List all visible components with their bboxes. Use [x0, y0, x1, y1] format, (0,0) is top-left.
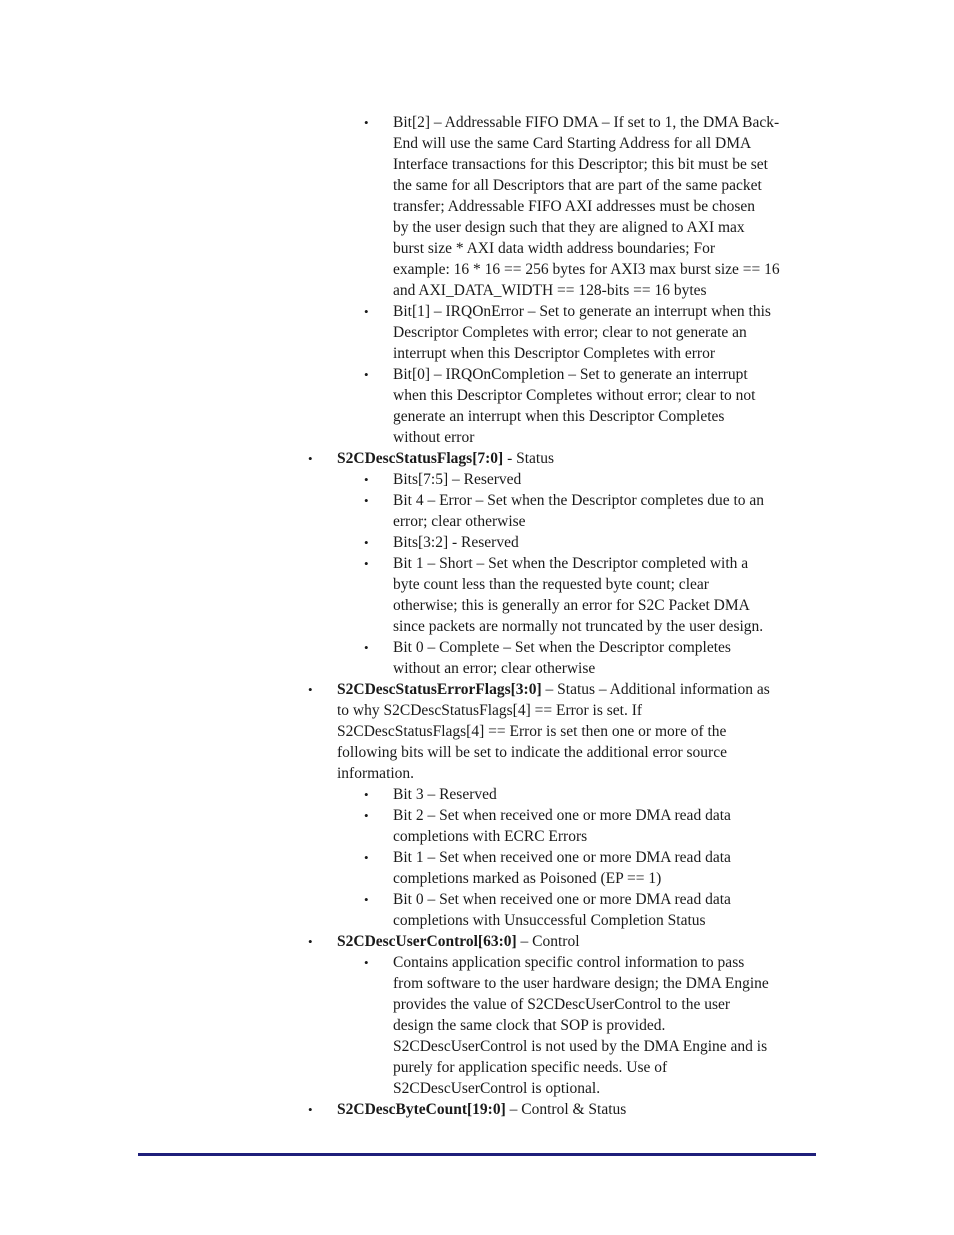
field-description-line: following bits will be set to indicate the additional error source: [337, 744, 727, 761]
sub-item-line: Bit[2] – Addressable FIFO DMA – If set to 1, the DMA Back-: [393, 114, 780, 131]
sub-item-line: completions marked as Poisoned (EP == 1): [393, 870, 662, 887]
sub-item-line: End will use the same Card Starting Address for all DMA: [393, 135, 752, 152]
sub-bullet-marker: •: [364, 640, 369, 655]
sub-item-line: Interface transactions for this Descriptor; this bit must be set: [393, 156, 768, 173]
sub-item-line: byte count less than the requested byte count; clear: [393, 576, 709, 593]
field-description-line: to why S2CDescStatusFlags[4] == Error is set. If: [337, 702, 643, 719]
sub-item-line: Bit 0 – Set when received one or more DMA read data: [393, 891, 731, 908]
sub-item-line: without an error; clear otherwise: [393, 660, 596, 677]
field-summary: - Status: [503, 450, 554, 467]
sub-item-line: when this Descriptor Completes without error; clear to not: [393, 387, 756, 404]
sub-item-line: S2CDescUserControl is not used by the DMA Engine and is: [393, 1038, 768, 1055]
field-name: S2CDescStatusFlags[7:0]: [337, 450, 504, 467]
sub-item-line: Bit 3 – Reserved: [393, 786, 497, 803]
sub-item-line: Bit 4 – Error – Set when the Descriptor completes due to an: [393, 492, 765, 509]
sub-bullet-marker: •: [364, 472, 369, 487]
sub-item-line: the same for all Descriptors that are part of the same packet: [393, 177, 762, 194]
sub-item-line: generate an interrupt when this Descriptor Completes: [393, 408, 725, 425]
field-name: S2CDescUserControl[63:0]: [337, 933, 517, 950]
sub-item-line: Bit[0] – IRQOnCompletion – Set to generate an interrupt: [393, 366, 748, 383]
sub-item-line: and AXI_DATA_WIDTH == 128-bits == 16 bytes: [393, 282, 707, 299]
sub-item-line: Descriptor Completes with error; clear to not generate an: [393, 324, 747, 341]
sub-bullet-marker: •: [364, 304, 369, 319]
field-name: S2CDescByteCount[19:0]: [337, 1101, 506, 1118]
sub-item-line: Bit 1 – Short – Set when the Descriptor completed with a: [393, 555, 749, 572]
sub-item-line: provides the value of S2CDescUserControl to the user: [393, 996, 731, 1013]
field-description-line: information.: [337, 765, 415, 782]
sub-item-line: since packets are normally not truncated by the user design.: [393, 618, 764, 635]
field-description-line: [337, 448, 554, 469]
sub-item-line: example: 16 * 16 == 256 bytes for AXI3 max burst size == 16: [393, 261, 780, 278]
sub-item-line: completions with Unsuccessful Completion Status: [393, 912, 706, 929]
bullet-marker: •: [308, 451, 313, 466]
field-summary: – Status – Additional information as: [541, 681, 770, 698]
sub-item-line: interrupt when this Descriptor Completes with error: [393, 345, 715, 362]
sub-item-line: purely for application specific needs. Use of: [393, 1059, 668, 1076]
sub-item-line: otherwise; this is generally an error for S2C Packet DMA: [393, 597, 750, 614]
sub-item-line: from software to the user hardware design; the DMA Engine: [393, 975, 769, 992]
sub-item-line: S2CDescUserControl is optional.: [393, 1080, 601, 1097]
field-description-line: [337, 931, 580, 952]
sub-bullet-marker: •: [364, 556, 369, 571]
sub-bullet-marker: •: [364, 892, 369, 907]
sub-item-line: design the same clock that SOP is provided.: [393, 1017, 666, 1034]
sub-item-line: burst size * AXI data width address boundaries; For: [393, 240, 715, 257]
sub-bullet-marker: •: [364, 955, 369, 970]
sub-item-line: Bit 0 – Complete – Set when the Descriptor completes: [393, 639, 731, 656]
field-summary: – Control: [516, 933, 580, 950]
sub-bullet-marker: •: [364, 493, 369, 508]
field-description-line: S2CDescStatusFlags[4] == Error is set then one or more of the: [337, 723, 727, 740]
sub-item-line: error; clear otherwise: [393, 513, 526, 530]
sub-bullet-marker: •: [364, 367, 369, 382]
bullet-marker: •: [308, 682, 313, 697]
field-description-line: [337, 679, 770, 700]
sub-item-line: Bit 1 – Set when received one or more DMA read data: [393, 849, 731, 866]
sub-item-line: Bit 2 – Set when received one or more DMA read data: [393, 807, 731, 824]
sub-item-line: Bits[3:2] - Reserved: [393, 534, 519, 551]
sub-item-line: by the user design such that they are aligned to AXI max: [393, 219, 745, 236]
field-description-line: [337, 1099, 626, 1120]
sub-item-line: Contains application specific control information to pass: [393, 954, 745, 971]
sub-bullet-marker: •: [364, 808, 369, 823]
sub-bullet-marker: •: [364, 535, 369, 550]
bullet-marker: •: [308, 1102, 313, 1117]
field-summary: – Control & Status: [505, 1101, 627, 1118]
bullet-marker: •: [308, 934, 313, 949]
field-name: S2CDescStatusErrorFlags[3:0]: [337, 681, 542, 698]
sub-item-line: Bits[7:5] – Reserved: [393, 471, 522, 488]
sub-item-line: completions with ECRC Errors: [393, 828, 588, 845]
sub-item-line: without error: [393, 429, 475, 446]
sub-item-line: Bit[1] – IRQOnError – Set to generate an interrupt when this: [393, 303, 771, 320]
footer-rule: [138, 1153, 816, 1156]
sub-bullet-marker: •: [364, 115, 369, 130]
sub-bullet-marker: •: [364, 787, 369, 802]
sub-item-line: transfer; Addressable FIFO AXI addresses must be chosen: [393, 198, 756, 215]
sub-bullet-marker: •: [364, 850, 369, 865]
